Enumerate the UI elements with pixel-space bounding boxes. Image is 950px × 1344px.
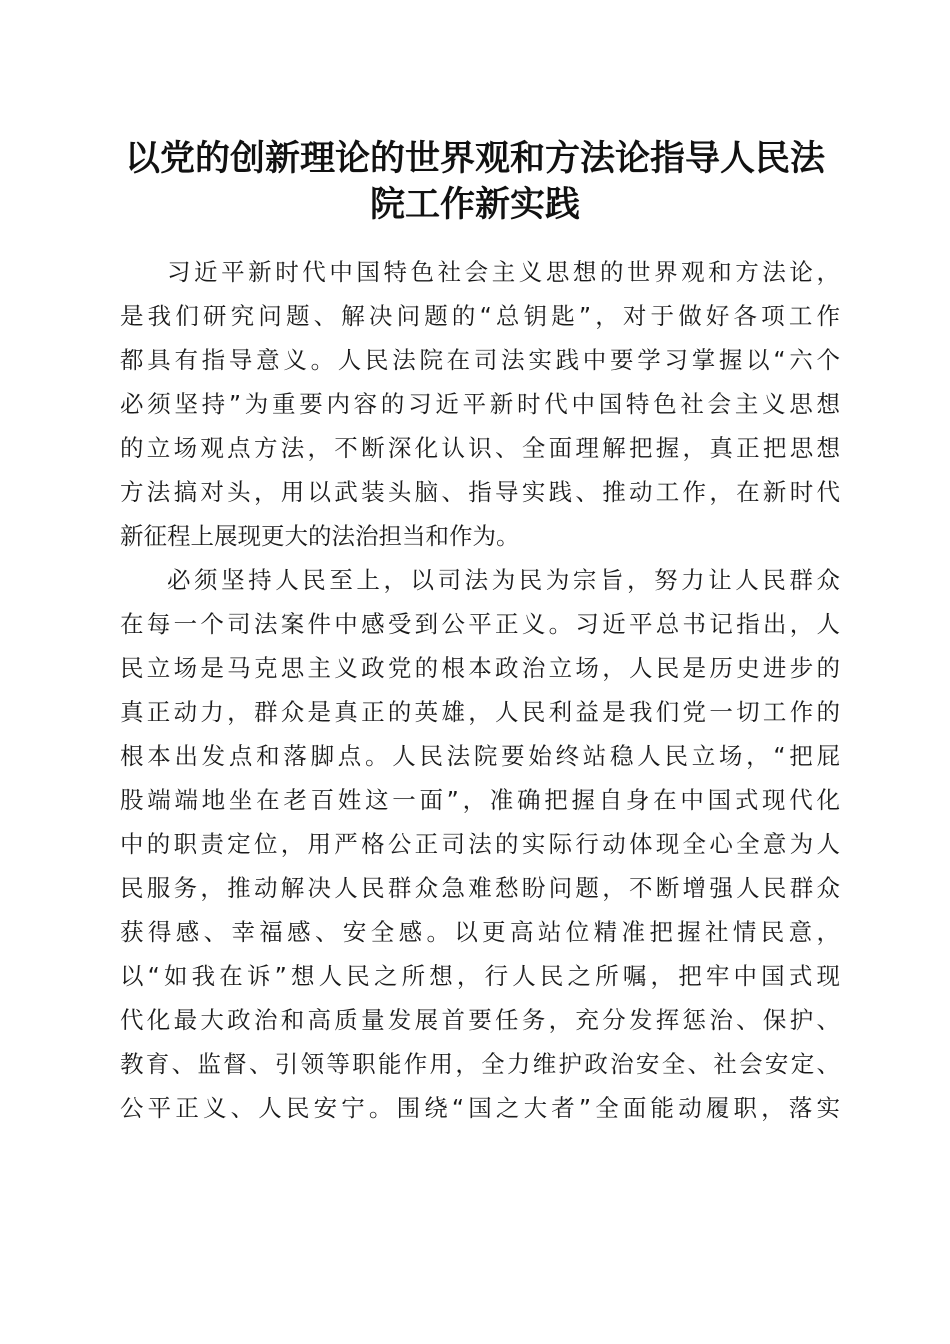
text-line: 民立场是马克思主义政党的根本政治立场，人民是历史进步的	[120, 654, 840, 682]
text-line: 获得感、幸福感、安全感。以更高站位精准把握社情民意，	[120, 918, 840, 946]
text-line: 公平正义、人民安宁。围绕“国之大者”全面能动履职，落实	[120, 1094, 840, 1122]
text-line: 代化最大政治和高质量发展首要任务，充分发挥惩治、保护、	[120, 1006, 840, 1034]
text-line: 方法搞对头，用以武装头脑、指导实践、推动工作，在新时代	[120, 478, 840, 506]
text-line: 是我们研究问题、解决问题的“总钥匙”，对于做好各项工作	[120, 302, 840, 330]
text-line: 股端端地坐在老百姓这一面”，准确把握自身在中国式现代化	[120, 786, 840, 814]
text-line: 真正动力，群众是真正的英雄，人民利益是我们党一切工作的	[120, 698, 840, 726]
text-line: 民服务，推动解决人民群众急难愁盼问题，不断增强人民群众	[120, 874, 840, 902]
text-line: 必须坚持人民至上，以司法为民为宗旨，努力让人民群众	[167, 566, 840, 594]
text-line: 都具有指导意义。人民法院在司法实践中要学习掌握以“六个	[120, 346, 840, 374]
text-line: 根本出发点和落脚点。人民法院要始终站稳人民立场，“把屁	[120, 742, 840, 770]
text-line: 必须坚持”为重要内容的习近平新时代中国特色社会主义思想	[120, 390, 840, 418]
text-line: 新征程上展现更大的法治担当和作为。	[120, 522, 520, 550]
paragraph-1	[120, 250, 840, 558]
text-line: 教育、监督、引领等职能作用，全力维护政治安全、社会安定、	[120, 1050, 840, 1078]
paragraph-2	[120, 558, 840, 1130]
title-line: 以党的创新理论的世界观和方法论指导人民法	[124, 138, 825, 179]
text-line: 的立场观点方法，不断深化认识、全面理解把握，真正把思想	[120, 434, 840, 462]
text-line: 以“如我在诉”想人民之所想，行人民之所嘱，把牢中国式现	[120, 962, 840, 990]
title-line: 院工作新实践	[369, 184, 580, 225]
document-body	[120, 250, 840, 1130]
text-line: 中的职责定位，用严格公正司法的实际行动体现全心全意为人	[120, 830, 840, 858]
text-line: 习近平新时代中国特色社会主义思想的世界观和方法论，	[167, 258, 840, 286]
document-title	[100, 136, 850, 228]
text-line: 在每一个司法案件中感受到公平正义。习近平总书记指出，人	[120, 610, 840, 638]
